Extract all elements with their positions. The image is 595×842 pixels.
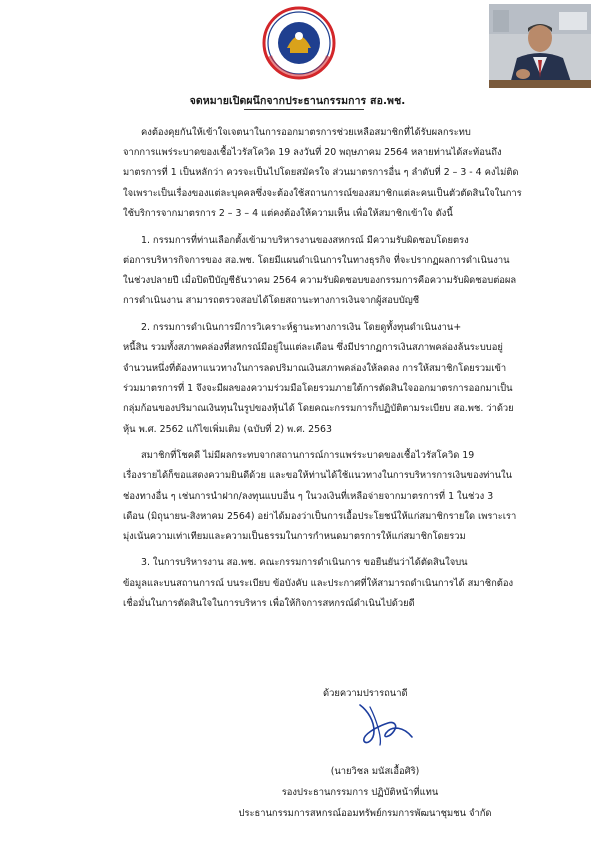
body-line: ใช้บริการจากมาตรการ 2 – 3 – 4 แต่คงต้องให้ความเห็น เพื่อให้สมาชิกเข้าใจ ดังนี้ (123, 208, 453, 219)
body-line: การดำเนินงาน สามารถตรวจสอบได้โดยสถานะทางการเงินจากผู้สอบบัญชี (123, 295, 420, 306)
body-line: คงต้องคุยกันให้เข้าใจเจตนาในการออกมาตรการช่วยเหลือสมาชิกที่ได้รับผลกระทบ (141, 127, 471, 138)
body-line: 3. ในการบริหารงาน สอ.พช. คณะกรรมการดำเนินการ ขอยืนยันว่าได้ตัดสินใจบน (141, 557, 468, 568)
body-line: กลุ่มก้อนของปริมาณเงินทุนในรูปของหุ้นได้ โดยคณะกรรมการก็ปฏิบัติตามระเบียบ สอ.พช. ว่าด้วย (123, 403, 514, 414)
body-line: 2. กรรมการดำเนินการมีการวิเคราะห์ฐานะทางการเงิน โดยดูทั้งทุนดำเนินงาน+ (141, 322, 462, 333)
cooperative-logo (262, 6, 336, 80)
body-line: เรื่องรายได้ก็ขอแสดงความยินดีด้วย และขอให้ท่านได้ใช้แนวทางในการบริหารการเงินของท่านใน (123, 470, 512, 481)
title-underline (244, 109, 364, 110)
signer-organization: ประธานกรรมการสหกรณ์ออมทรัพย์กรมการพัฒนาชุมชน จำกัด (238, 808, 492, 819)
body-line: ต่อการบริหารกิจการของ สอ.พช. โดยมีแผนดำเนินการในทางธุรกิจ ที่จะปรากฏผลการดำเนินงาน (123, 255, 510, 266)
body-line: หนี้สิน รวมทั้งสภาพคล่องที่สหกรณ์มีอยู่ในแต่ละเดือน ซึ่งมีปรากฏการเงินสภาพคล่องล้นระบบอยู่ (123, 342, 503, 353)
body-line: 1. กรรมการที่ท่านเลือกตั้งเข้ามาบริหารงานของสหกรณ์ มีความรับผิดชอบโดยตรง (141, 235, 469, 246)
body-line: ร่วมมาตรการที่ 1 จึงจะมีผลของความร่วมมือโดยรวมภายใต้การตัดสินใจออกมาตรการออกมาเป็น (123, 383, 513, 394)
body-line: มาตรการที่ 1 เป็นหลักว่า ควรจะเป็นไปโดยสมัครใจ ส่วนมาตรการอื่น ๆ ลำดับที่ 2 – 3 - 4 คงไม่ติด (123, 167, 519, 178)
body-line: ข้อมูลและบนสถานการณ์ บนระเบียบ ข้อบังคับ และประกาศที่ให้สามารถดำเนินการได้ สมาชิกต้อง (123, 578, 514, 589)
closing-phrase: ด้วยความปรารถนาดี (323, 688, 408, 699)
body-line: ในช่วงปลายปี เมื่อปิดปีบัญชีธันวาคม 2564 ความรับผิดชอบของกรรมการคือความรับผิดชอบต่อผล (123, 275, 517, 286)
body-line: เดือน (มิถุนายน-สิงหาคม 2564) อย่าได้มองว่าเป็นการเอื้อประโยชน์ให้แก่สมาชิกรายใด เพราะเรา (123, 511, 517, 522)
signer-name: (นายวิชล มนัสเอื้อศิริ) (330, 766, 420, 777)
body-line: สมาชิกที่โชคดี ไม่มีผลกระทบจากสถานการณ์การแพร่ระบาดของเชื้อไวรัสโควิด 19 (141, 450, 475, 461)
body-line: ใจเพราะเป็นเรื่องของแต่ละบุคคลซึ่งจะต้องใช้สถานการณ์ของสมาชิกแต่ละคนเป็นตัวตัดสินใจในการ (123, 188, 522, 199)
body-line: เชื่อมั่นในการตัดสินใจในการบริหาร เพื่อให้กิจการสหกรณ์ดำเนินไปด้วยดี (123, 598, 415, 609)
handwritten-signature (352, 697, 422, 749)
body-line: จากการแพร่ระบาดของเชื้อไวรัสโควิด 19 ลงวันที่ 20 พฤษภาคม 2564 หลายท่านได้สะท้อนถึง (123, 147, 502, 158)
body-line: จำนวนหนึ่งที่ต้องหาแนวทางในการลดปริมาณเงินสภาพคล่องให้ลดลง การให้สมาชิกโดยรวมเข้า (123, 363, 507, 374)
signer-position: รองประธานกรรมการ ปฏิบัติหน้าที่แทน (281, 787, 439, 798)
chairman-photo (489, 4, 591, 88)
body-line: มุ่งเน้นความเท่าเทียมและความเป็นธรรมในการกำหนดมาตรการให้แก่สมาชิกโดยรวม (123, 531, 466, 542)
letter-title: จดหมายเปิดผนึกจากประธานกรรมการ สอ.พช. (189, 95, 406, 107)
body-line: ช่องทางอื่น ๆ เช่นการนำฝาก/ลงทุนแบบอื่น ๆ ในวงเงินที่เหลือจ่ายจากมาตรการที่ 1 ในช่วง 3 (123, 491, 494, 502)
body-line: หุ้น พ.ศ. 2562 แก้ไขเพิ่มเติม (ฉบับที่ 2) พ.ศ. 2563 (123, 424, 332, 435)
